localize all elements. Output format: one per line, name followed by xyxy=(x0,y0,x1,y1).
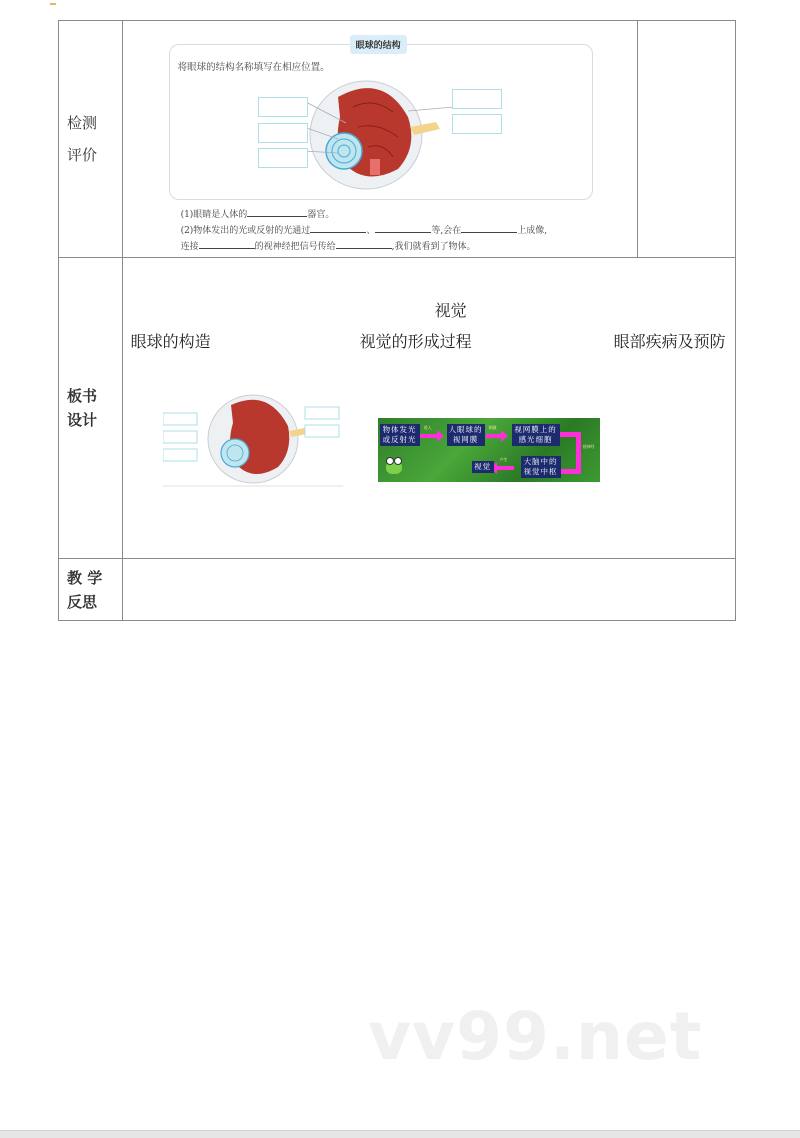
bracket-arrow-icon xyxy=(560,432,581,474)
watermark: vv99.net xyxy=(368,998,703,1075)
label-line: 反思 xyxy=(67,592,98,611)
flow-box-visual-cortex: 大脑中的 视觉中枢 xyxy=(521,456,561,478)
arrow-label: 进入 xyxy=(423,425,432,430)
label-line: 评价 xyxy=(67,146,98,164)
row-label-reflection xyxy=(59,559,123,621)
label-box-left-3[interactable] xyxy=(258,148,308,168)
blank[interactable] xyxy=(336,239,392,249)
eye-structure-card xyxy=(169,41,593,200)
question-1 xyxy=(181,207,335,220)
blank[interactable] xyxy=(310,223,366,233)
q2-text: 等,会在 xyxy=(431,226,462,236)
label-line: 教 学 xyxy=(67,568,103,587)
q3-text: ,我们就看到了物体。 xyxy=(391,242,476,252)
card-instruction: 将眼球的结构名称填写在相应位置。 xyxy=(177,62,330,73)
flow-box-light-source: 物体发光 或反射光 xyxy=(380,424,420,446)
q1-suffix: 器官。 xyxy=(307,210,335,220)
arrow-right-icon xyxy=(486,434,502,438)
question-2 xyxy=(181,223,548,236)
row-label-assessment xyxy=(59,21,123,258)
label-box-left-2[interactable] xyxy=(258,123,308,143)
blackboard-title: 视觉 xyxy=(434,301,467,320)
q3-text: 的视神经把信号传给 xyxy=(254,242,336,252)
label-line: 板书 xyxy=(67,387,98,405)
arrow-right-icon xyxy=(420,434,438,438)
q2-text: 、 xyxy=(366,226,376,236)
assessment-content xyxy=(122,21,637,258)
card-title: 眼球的结构 xyxy=(350,35,407,54)
row-label-blackboard xyxy=(59,258,123,559)
q2-text: (2)物体发出的光或反射的光通过 xyxy=(180,226,311,236)
label-box-left-1[interactable] xyxy=(258,97,308,117)
label-line: 检测 xyxy=(67,114,98,132)
label-box-right-1[interactable] xyxy=(452,89,502,109)
q3-text: 连接 xyxy=(180,242,199,252)
vision-flowchart xyxy=(378,418,600,482)
lesson-plan-table xyxy=(58,20,736,621)
arrow-left-icon xyxy=(496,466,514,470)
heading-vision-process: 视觉的形成过程 xyxy=(359,332,472,351)
heading-eye-disease: 眼部疾病及预防 xyxy=(613,332,726,351)
flow-box-vision: 视觉 xyxy=(472,461,494,473)
row-blackboard xyxy=(59,258,736,559)
blank[interactable] xyxy=(247,207,307,217)
label-line: 设计 xyxy=(67,411,98,429)
arrow-label: 刺激 xyxy=(488,425,497,430)
eyeball-diagram-small-icon xyxy=(163,391,353,487)
reflection-content[interactable] xyxy=(122,559,735,621)
flow-box-photoreceptor: 视网膜上的 感光细胞 xyxy=(512,424,560,446)
blank[interactable] xyxy=(375,223,431,233)
heading-eye-structure: 眼球的构造 xyxy=(130,332,211,351)
question-3 xyxy=(181,239,476,252)
blank[interactable] xyxy=(199,239,255,249)
blackboard-content xyxy=(122,258,735,559)
arrow-label: 视神经 xyxy=(582,444,595,449)
arrow-label: 产生 xyxy=(499,457,508,462)
q2-text: 上成像, xyxy=(517,226,548,236)
flow-box-retina: 人眼球的 视网膜 xyxy=(448,425,483,444)
row-assessment xyxy=(59,21,736,258)
row-reflection xyxy=(59,559,736,621)
label-box-right-2[interactable] xyxy=(452,114,502,134)
assessment-notes-cell xyxy=(638,21,736,258)
blank[interactable] xyxy=(461,223,517,233)
q1-prefix: (1)眼睛是人体的 xyxy=(180,210,248,220)
top-mark xyxy=(50,3,56,5)
frog-mascot-icon xyxy=(386,460,402,474)
